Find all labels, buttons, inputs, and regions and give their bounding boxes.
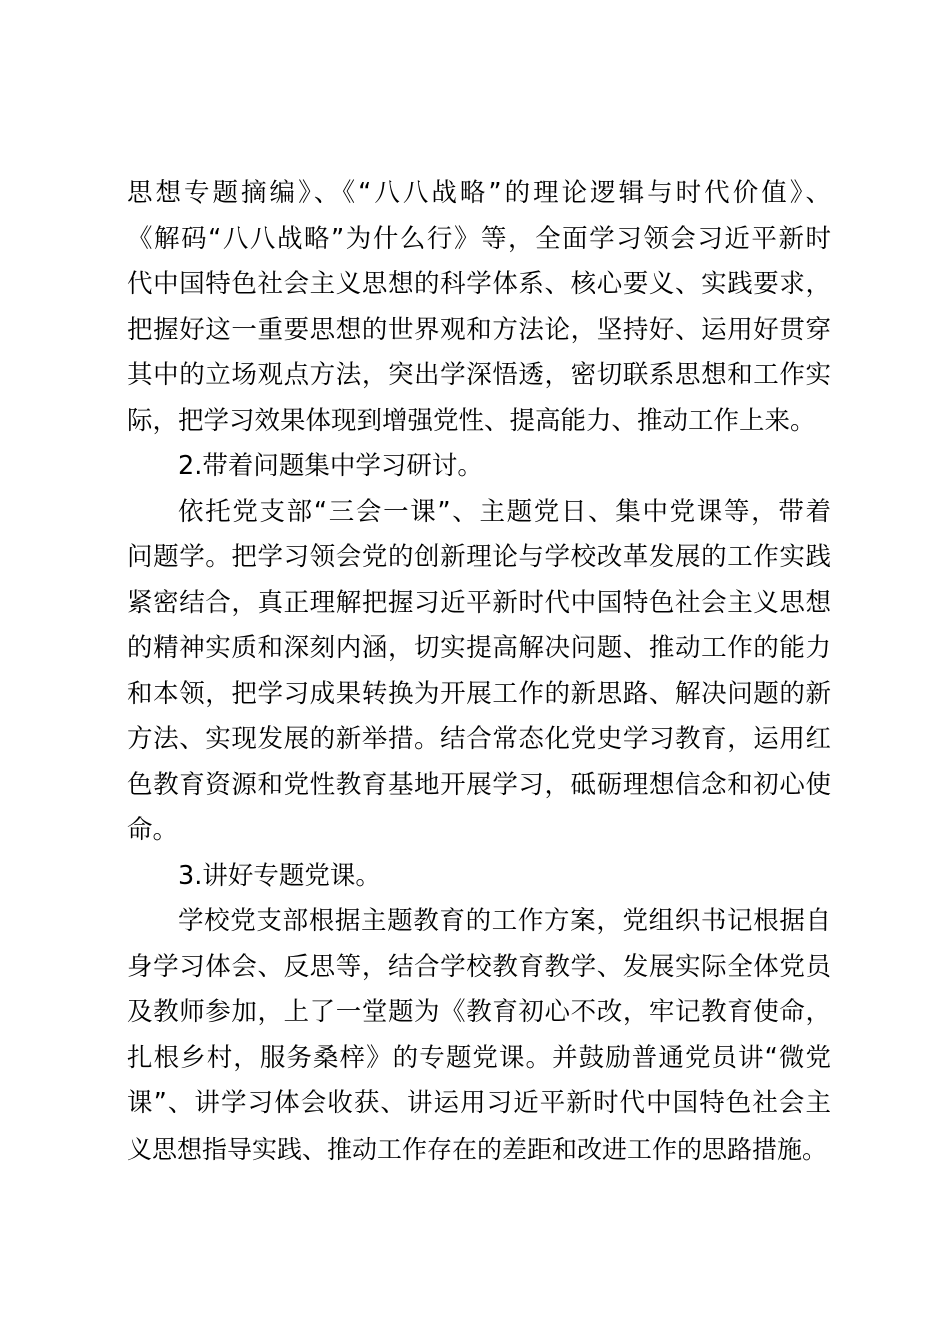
text-line: 方法、实现发展的新举措。结合常态化党史学习教育，运用红 bbox=[127, 724, 831, 754]
section-heading-3 bbox=[127, 854, 831, 900]
heading-text: 2.带着问题集中学习研讨。 bbox=[178, 451, 483, 481]
text-line: 代中国特色社会主义思想的科学体系、核心要义、实践要求， bbox=[127, 269, 831, 299]
text-line: 思想专题摘编》、《“八八战略”的理论逻辑与时代价值》、 bbox=[127, 178, 831, 208]
text-line: 命。 bbox=[127, 815, 179, 845]
text-line: 扎根乡村，服务桑梓》的专题党课。并鼓励普通党员讲“微党 bbox=[127, 1042, 831, 1073]
text-line: 和本领，把学习成果转换为开展工作的新思路、解决问题的新 bbox=[127, 678, 831, 709]
text-line: 身学习体会、反思等，结合学校教育教学、发展实际全体党员 bbox=[127, 951, 831, 982]
heading-text: 3.讲好专题党课。 bbox=[178, 860, 381, 891]
text-line: 其中的立场观点方法，突出学深悟透，密切联系思想和工作实 bbox=[127, 360, 831, 390]
text-line: 把握好这一重要思想的世界观和方法论，坚持好、运用好贯穿 bbox=[127, 314, 831, 345]
document-body bbox=[127, 171, 831, 1172]
text-line: 问题学。把学习领会党的创新理论与学校改革发展的工作实践 bbox=[127, 542, 831, 572]
paragraph-study-content bbox=[127, 171, 831, 444]
text-line: 学校党支部根据主题教育的工作方案，党组织书记根据自 bbox=[178, 906, 831, 936]
text-line: 依托党支部“三会一课”、主题党日、集中党课等，带着 bbox=[178, 496, 831, 527]
text-line: 及教师参加，上了一堂题为《教育初心不改，牢记教育使命， bbox=[127, 997, 831, 1027]
text-line: 义思想指导实践、推动工作存在的差距和改进工作的思路措施。 bbox=[127, 1134, 828, 1164]
text-line: 的精神实质和深刻内涵，切实提高解决问题、推动工作的能力 bbox=[127, 633, 831, 663]
text-line: 紧密结合，真正理解把握习近平新时代中国特色社会主义思想 bbox=[127, 587, 831, 618]
paragraph-party-lecture bbox=[127, 899, 831, 1172]
text-line: 《解码“八八战略”为什么行》等，全面学习领会习近平新时 bbox=[127, 223, 831, 254]
paragraph-study-discussion bbox=[127, 490, 831, 854]
section-heading-2 bbox=[127, 444, 831, 490]
text-line: 色教育资源和党性教育基地开展学习，砥砺理想信念和初心使 bbox=[127, 769, 831, 800]
text-line: 际，把学习效果体现到增强党性、提高能力、推动工作上来。 bbox=[127, 405, 816, 436]
text-line: 课”、讲学习体会收获、讲运用习近平新时代中国特色社会主 bbox=[127, 1088, 831, 1118]
